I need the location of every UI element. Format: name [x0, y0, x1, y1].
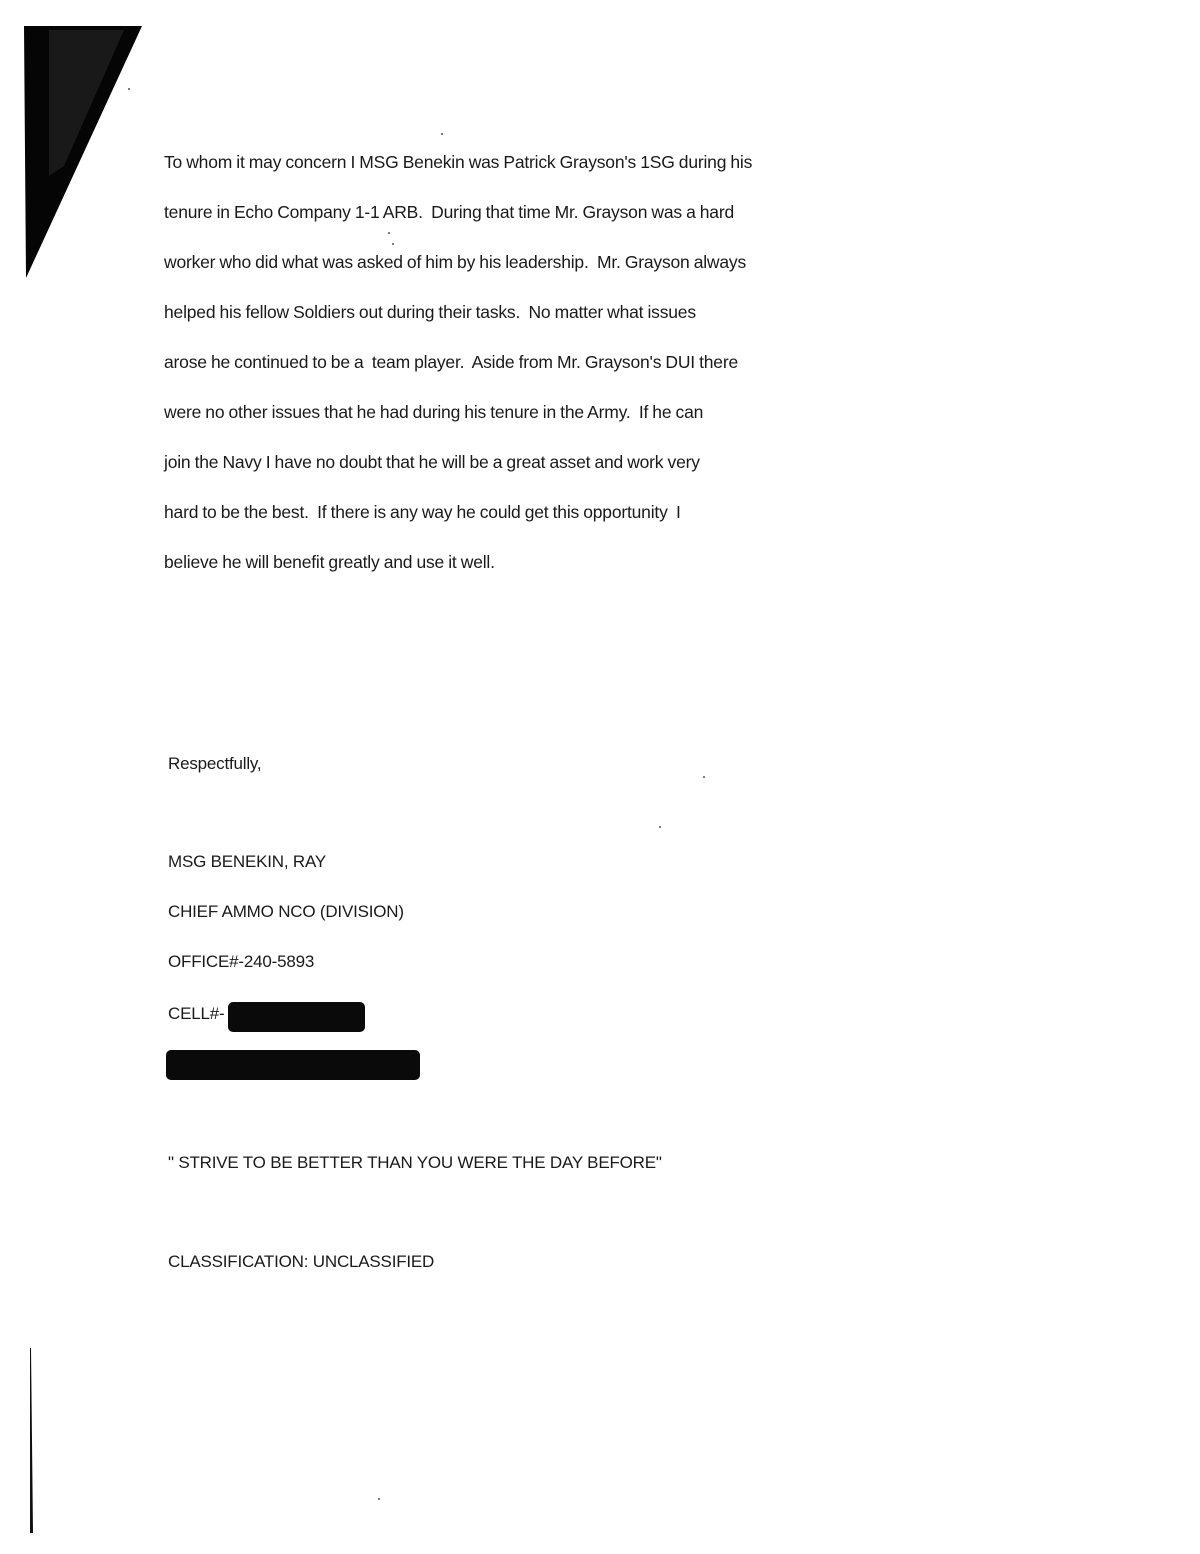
motto: " STRIVE TO BE BETTER THAN YOU WERE THE DAY BEFORE": [168, 1153, 662, 1172]
signature-title: CHIEF AMMO NCO (DIVISION): [168, 902, 404, 921]
scan-speck: [703, 776, 705, 778]
closing: Respectfully,: [168, 754, 262, 773]
body-line: join the Navy I have no doubt that he will be a great asset and work very: [164, 452, 700, 472]
signature-office-phone: OFFICE#-240-5893: [168, 952, 315, 971]
body-line: worker who did what was asked of him by his leadership. Mr. Grayson always: [164, 252, 747, 272]
body-line: arose he continued to be a team player. Aside from Mr. Grayson's DUI there: [164, 352, 738, 372]
classification-marking: CLASSIFICATION: UNCLASSIFIED: [168, 1252, 435, 1271]
scan-speck: [441, 133, 443, 135]
body-line: hard to be the best. If there is any way he could get this opportunity I: [164, 502, 681, 522]
signature-cell-label: CELL#-: [168, 1004, 225, 1023]
scan-speck: [659, 826, 661, 828]
redaction-cell-number: [228, 1002, 365, 1032]
signature-name: MSG BENEKIN, RAY: [168, 852, 327, 871]
scan-artifact-corner-shadow: [24, 26, 144, 278]
body-line: were no other issues that he had during his tenure in the Army. If he can: [164, 402, 704, 422]
scan-speck: [128, 88, 130, 90]
body-line: helped his fellow Soldiers out during their tasks. No matter what issues: [164, 302, 696, 322]
redaction-block: [166, 1050, 420, 1080]
letter-body: [164, 146, 884, 596]
scan-speck: [378, 1498, 380, 1500]
body-line: To whom it may concern I MSG Benekin was Patrick Grayson's 1SG during his: [164, 152, 753, 172]
body-line: tenure in Echo Company 1-1 ARB. During that time Mr. Grayson was a hard: [164, 202, 734, 222]
scan-artifact-edge-line: [28, 1348, 36, 1533]
body-line: believe he will benefit greatly and use it well.: [164, 552, 495, 572]
